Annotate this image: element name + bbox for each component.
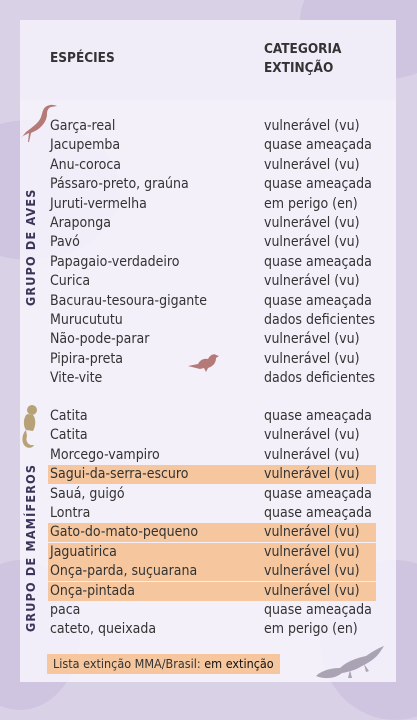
category-header-line2: EXTINÇÃO (264, 60, 334, 76)
extinction-category: dados deficientes (264, 312, 376, 328)
species-name: Juruti-vermelha (50, 195, 147, 212)
table-row (48, 253, 376, 272)
table-row (48, 601, 376, 620)
species-name: Onça-parda, suçuarana (50, 563, 198, 580)
species-name: Catita (50, 427, 88, 444)
table-row (48, 543, 376, 562)
species-name: Araponga (50, 215, 111, 231)
extinction-category: vulnerável (vu) (264, 273, 360, 290)
small-bird-icon (188, 352, 222, 374)
extinction-category: vulnerável (vu) (264, 563, 360, 580)
table-row (48, 446, 376, 465)
table-row (48, 272, 376, 291)
species-name: Vite-vite (50, 370, 103, 387)
extinction-category: vulnerável (vu) (264, 331, 360, 348)
table-row (48, 175, 376, 194)
species-name: Lontra (50, 505, 91, 521)
species-name: cateto, queixada (50, 621, 157, 638)
table-row (48, 620, 376, 639)
extinction-category: quase ameaçada (264, 485, 372, 502)
table-row (48, 136, 376, 155)
legend-note (47, 654, 280, 674)
extinction-category: em perigo (en) (264, 195, 358, 212)
table-row (48, 292, 376, 311)
table-row (48, 311, 376, 330)
table-row (48, 233, 376, 252)
species-name: Sauá, guigó (50, 485, 125, 502)
species-name: Bacurau-tesoura-gigante (50, 292, 207, 309)
extinction-category: quase ameaçada (264, 292, 372, 309)
table-row (48, 426, 376, 445)
extinction-category: vulnerável (vu) (264, 543, 360, 560)
extinction-category: dados deficientes (264, 370, 376, 387)
species-name: Onça-pintada (50, 582, 135, 599)
extinction-category: vulnerável (vu) (264, 446, 360, 463)
species-name: Pavó (50, 234, 80, 251)
species-name: Curica (50, 273, 91, 290)
birds-group-label: GRUPO DE AVES (23, 188, 38, 306)
table-header (20, 20, 396, 100)
table-row (48, 504, 376, 523)
lizard-icon (314, 640, 386, 680)
species-name: Jaguatirica (50, 543, 117, 560)
extinction-category: em perigo (en) (264, 621, 358, 638)
extinction-category: quase ameaçada (264, 505, 372, 521)
species-column-header: ESPÉCIES (50, 50, 115, 66)
table-row (48, 485, 376, 504)
monkey-icon (19, 404, 41, 450)
species-name: Pássaro-preto, graúna (50, 176, 189, 193)
extinction-category: vulnerável (vu) (264, 466, 360, 483)
extinction-category: vulnerável (vu) (264, 118, 360, 134)
table-row (48, 117, 376, 136)
table-row (48, 330, 376, 349)
extinction-category: quase ameaçada (264, 408, 372, 424)
species-name: Sagui-da-serra-escuro (50, 466, 189, 483)
species-name: paca (50, 602, 81, 618)
species-name: Papagaio-verdadeiro (50, 253, 180, 270)
species-name: Jacupemba (50, 137, 121, 154)
species-name: Murucututu (50, 312, 123, 328)
table-row (48, 582, 376, 601)
category-column-header (264, 40, 341, 78)
species-name: Não-pode-parar (50, 331, 150, 348)
species-name: Garça-real (50, 118, 116, 134)
heron-icon (17, 102, 57, 144)
extinction-category: vulnerável (vu) (264, 350, 360, 367)
extinction-category: quase ameaçada (264, 253, 372, 270)
legend-prefix: Lista extinção MMA/Brasil: (53, 656, 201, 671)
species-name: Catita (50, 408, 88, 424)
extinction-category: vulnerável (vu) (264, 156, 360, 173)
category-header-line1: CATEGORIA (264, 41, 342, 57)
mammals-group-label: GRUPO DE MAMÍFEROS (23, 463, 38, 632)
extinction-category: quase ameaçada (264, 137, 372, 154)
species-name: Anu-coroca (50, 156, 121, 173)
extinction-category: vulnerável (vu) (264, 234, 360, 251)
table-row (48, 214, 376, 233)
extinction-category: vulnerável (vu) (264, 427, 360, 444)
legend-emphasis: em extinção (204, 656, 274, 671)
table-row (48, 562, 376, 581)
table-row (48, 407, 376, 426)
extinction-category: quase ameaçada (264, 602, 372, 618)
table-row (48, 465, 376, 484)
extinction-category: quase ameaçada (264, 176, 372, 193)
extinction-category: vulnerável (vu) (264, 215, 360, 231)
table-row (48, 195, 376, 214)
species-name: Morcego-vampiro (50, 446, 160, 463)
extinction-category: vulnerável (vu) (264, 524, 360, 541)
species-name: Gato-do-mato-pequeno (50, 524, 199, 541)
extinction-category: vulnerável (vu) (264, 582, 360, 599)
species-name: Pipira-preta (50, 350, 123, 367)
table-row (48, 156, 376, 175)
table-row (48, 523, 376, 542)
